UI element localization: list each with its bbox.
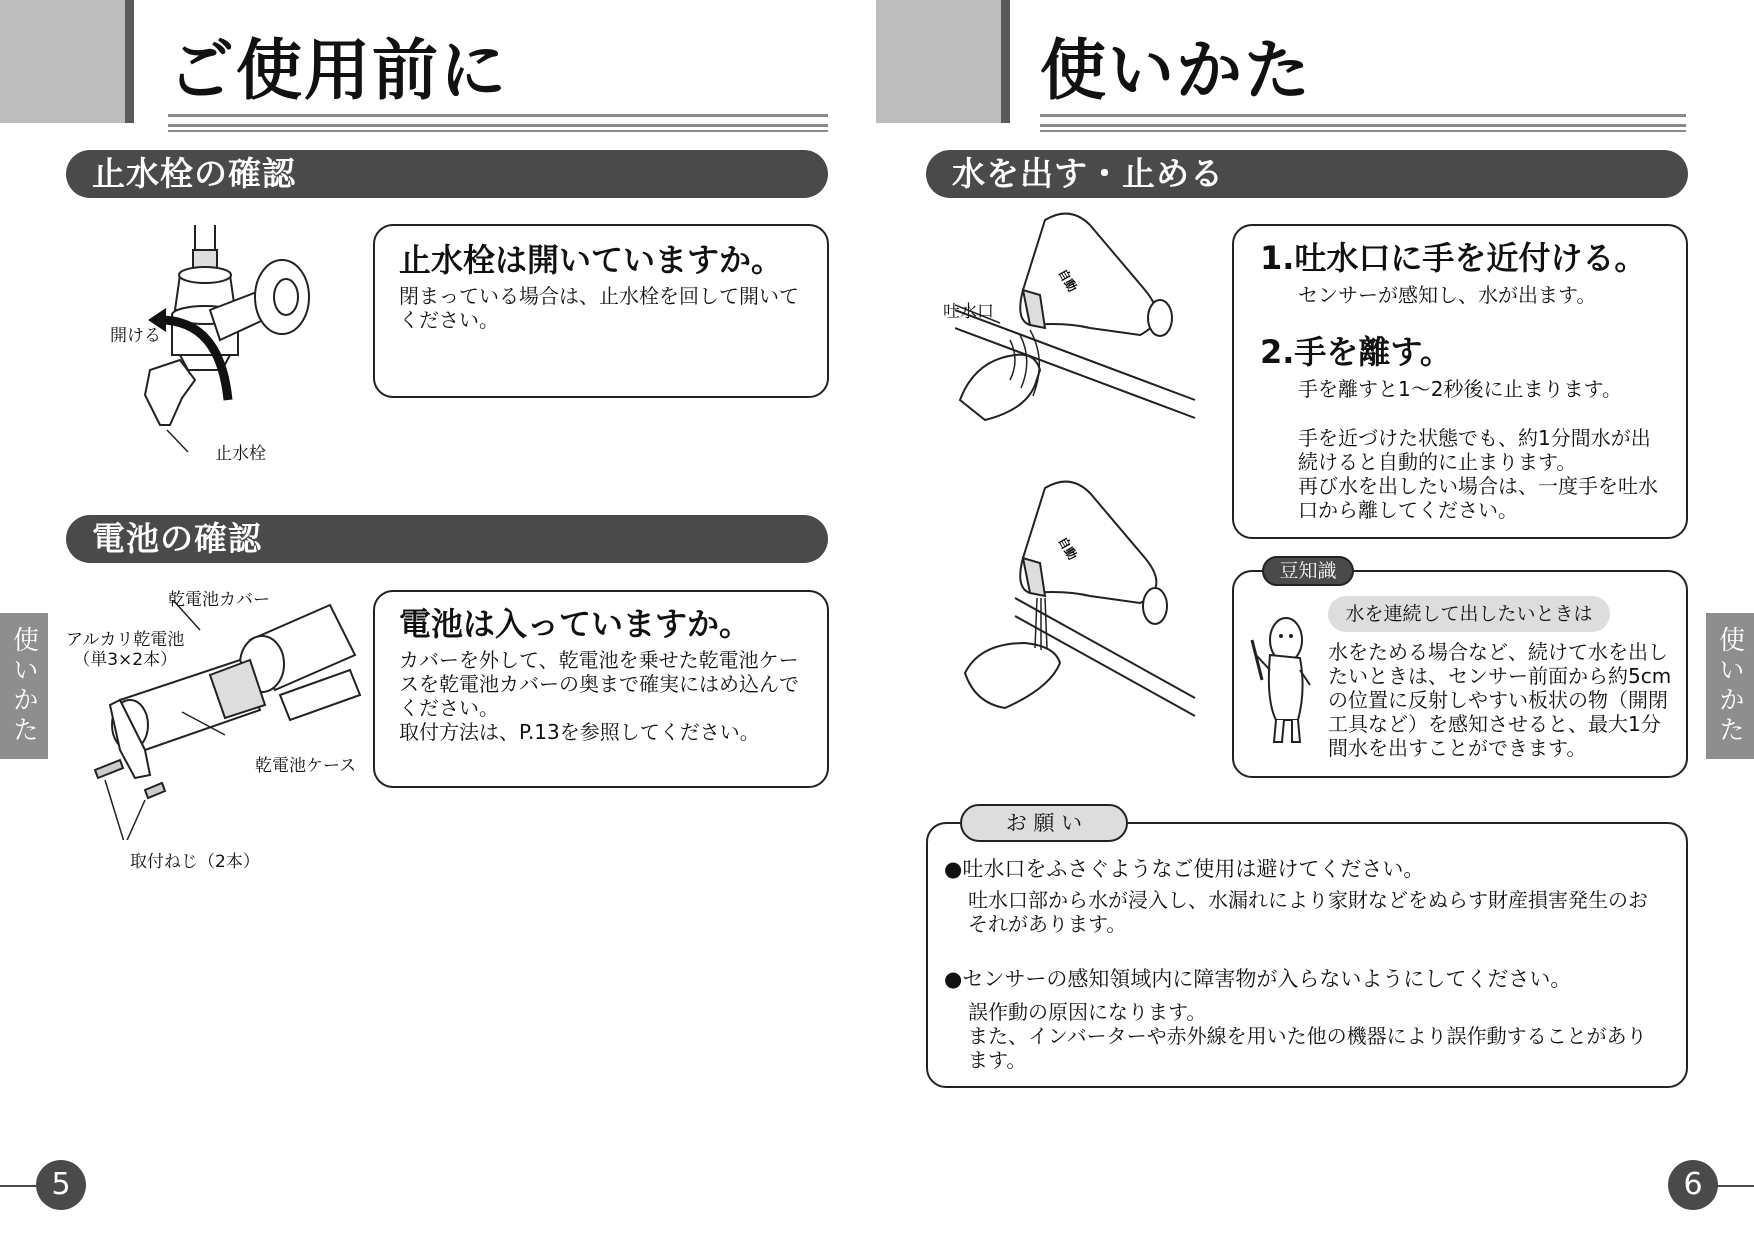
step2-note: 手を近づけた状態でも、約1分間水が出 続けると自動的に止まります。 再び水を出したい場合は、一度手を吐水 口から離してください。 bbox=[1298, 426, 1658, 522]
label-valve: 止水栓 bbox=[215, 444, 266, 464]
steps-box bbox=[1232, 224, 1688, 539]
title-rule-left-1 bbox=[168, 114, 828, 117]
label-battery-cover: 乾電池カバー bbox=[168, 590, 270, 610]
section-header-water: 水を出す・止める bbox=[926, 150, 1688, 198]
faucet-badge-text: 自動 bbox=[1055, 266, 1080, 295]
faucet-hand-near-illustration bbox=[955, 210, 1200, 450]
section-header-battery: 電池の確認 bbox=[66, 515, 828, 563]
title-block-right bbox=[876, 0, 1010, 123]
tip-box bbox=[1232, 570, 1688, 778]
label-spout: 吐水口 bbox=[943, 302, 994, 322]
side-tab-right: 使いかた bbox=[1706, 613, 1754, 759]
request-box bbox=[926, 822, 1688, 1088]
page-number-right: 6 bbox=[1668, 1160, 1718, 1210]
tip-text: 水をためる場合など、続けて水を出し たいときは、センサー前面から約5cm の位置に反射しやすい板状の物（開閉 工具など）を感知させると、最大1分 間水を出すことができます。 bbox=[1328, 640, 1672, 760]
title-rule-right-1 bbox=[1040, 114, 1686, 117]
page-title-right: 使いかた bbox=[1040, 32, 1312, 109]
page-title-left: ご使用前に bbox=[168, 32, 508, 109]
battery-check-box bbox=[373, 590, 829, 788]
section-header-valve: 止水栓の確認 bbox=[66, 150, 828, 198]
professor-character-illustration bbox=[1248, 610, 1318, 750]
valve-check-box bbox=[373, 224, 829, 398]
faucet-badge-text-2: 自動 bbox=[1055, 534, 1080, 563]
request1-bullet: ●吐水口をふさぐようなご使用は避けてください。 bbox=[944, 857, 1425, 881]
request2-text: 誤作動の原因になります。 また、インバーターや赤外線を用いた他の機器により誤作動することがあり ます。 bbox=[968, 1000, 1647, 1072]
step2-text: 手を離すと1～2秒後に止まります。 bbox=[1298, 377, 1622, 401]
request1-text: 吐水口部から水が浸入し、水漏れにより家財などをぬらす財産損害発生のお それがあります。 bbox=[968, 888, 1648, 936]
battery-check-title: 電池は入っていますか。 bbox=[399, 605, 752, 643]
side-tab-left: 使いかた bbox=[0, 613, 48, 759]
title-rule-right-2 bbox=[1040, 124, 1686, 127]
title-rule-left-2 bbox=[168, 124, 828, 127]
request-tag: お 願 い bbox=[960, 804, 1128, 842]
battery-check-text: カバーを外して、乾電池を乗せた乾電池ケー スを乾電池カバーの奥まで確実にはめ込んで ください。 取付方法は、P.13を参照してください。 bbox=[399, 648, 799, 744]
step1-text: センサーが感知し、水が出ます。 bbox=[1298, 283, 1597, 307]
title-rule-right-3 bbox=[1040, 130, 1686, 132]
valve-check-text: 閉まっている場合は、止水栓を回して開いて ください。 bbox=[399, 284, 799, 332]
tip-tag: 豆知識 bbox=[1262, 556, 1354, 586]
title-block-left bbox=[0, 0, 134, 123]
label-open: 開ける bbox=[110, 326, 161, 346]
page-number-line-right bbox=[1714, 1185, 1754, 1187]
tip-header: 水を連続して出したいときは bbox=[1328, 596, 1610, 632]
label-mounting-screw: 取付ねじ（2本） bbox=[130, 852, 260, 872]
valve-check-title: 止水栓は開いていますか。 bbox=[399, 241, 784, 279]
request2-bullet: ●センサーの感知領域内に障害物が入らないようにしてください。 bbox=[944, 967, 1572, 991]
page-number-left: 5 bbox=[36, 1160, 86, 1210]
step2-title: 2.手を離す。 bbox=[1260, 333, 1452, 371]
page-number-line-left bbox=[0, 1185, 40, 1187]
faucet-water-flow-illustration bbox=[955, 478, 1200, 718]
label-battery-case: 乾電池ケース bbox=[255, 756, 357, 776]
label-alkaline-battery: アルカリ乾電池 （単3×2本） bbox=[66, 630, 185, 670]
title-rule-left-3 bbox=[168, 130, 828, 132]
step1-title: 1.吐水口に手を近付ける。 bbox=[1260, 239, 1647, 277]
